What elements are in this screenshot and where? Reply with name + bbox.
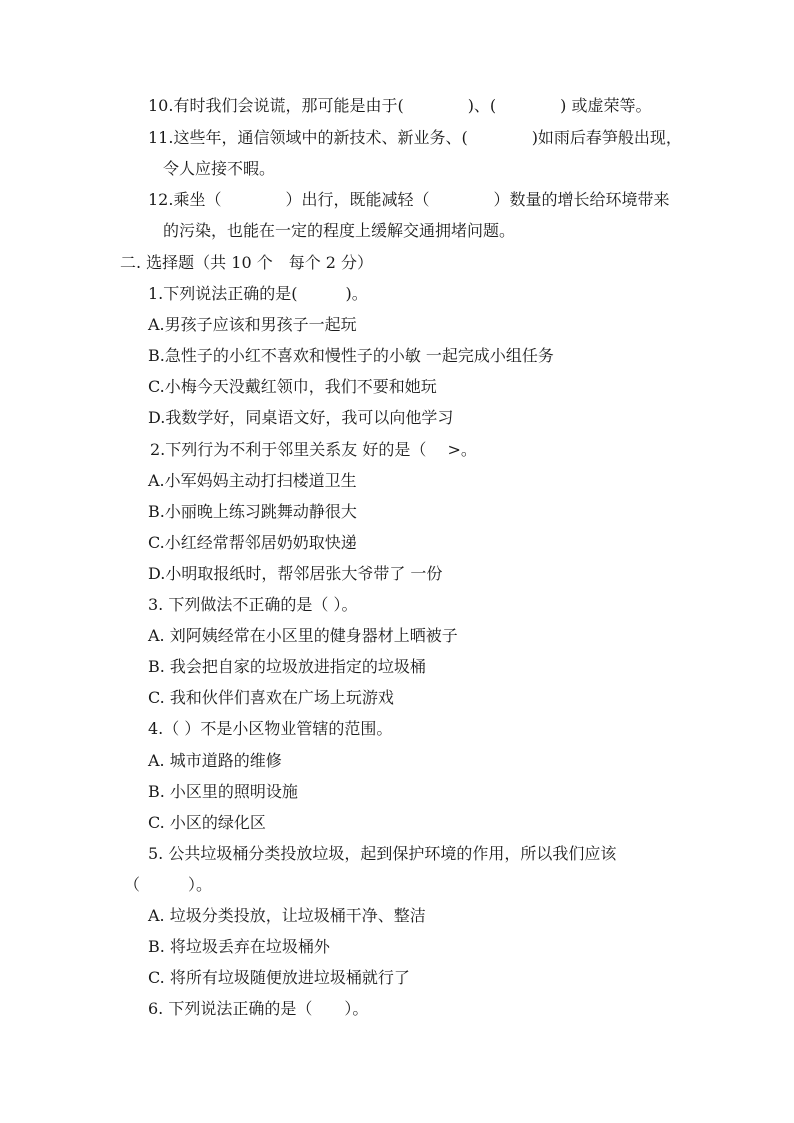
mc-question-2: 2.下列行为不利于邻里关系友 好的是（ >。 <box>150 440 477 459</box>
mc-q4-option-c: C. 小区的绿化区 <box>148 813 266 832</box>
mc-q2-option-d: D.小明取报纸时，帮邻居张大爷带了 一份 <box>148 564 443 583</box>
mc-q2-option-c: C.小红经常帮邻居奶奶取快递 <box>148 533 357 552</box>
mc-q1-option-b: B.急性子的小红不喜欢和慢性子的小敏 一起完成小组任务 <box>148 346 554 365</box>
mc-question-1: 1.下列说法正确的是( )。 <box>148 284 368 303</box>
mc-q3-option-c: C. 我和伙伴们喜欢在广场上玩游戏 <box>148 688 394 707</box>
mc-q1-option-c: C.小梅今天没戴红领巾，我们不要和她玩 <box>148 377 437 396</box>
section-heading: 二. 选择题（共 10 个 每个 2 分） <box>120 253 374 272</box>
question-12-continued: 的污染，也能在一定的程度上缓解交通拥堵问题。 <box>163 221 516 240</box>
mc-q4-option-a: A. 城市道路的维修 <box>148 751 282 770</box>
mc-q5-option-b: B. 将垃圾丢弃在垃圾桶外 <box>148 937 330 956</box>
question-11-continued: 令人应接不暇。 <box>163 159 276 178</box>
mc-question-3: 3. 下列做法不正确的是（ ）。 <box>148 595 358 614</box>
mc-q4-option-b: B. 小区里的照明设施 <box>148 782 298 801</box>
question-10: 10.有时我们会说谎，那可能是由于( )、( ) 或虚荣等。 <box>148 96 652 115</box>
question-11: 11.这些年，通信领域中的新技术、新业务、( )如雨后春笋般出现， <box>148 128 682 147</box>
mc-question-4: 4.（ ）不是小区物业管辖的范围。 <box>148 719 393 738</box>
mc-question-5-continued: （ ）。 <box>124 875 213 894</box>
mc-question-5: 5. 公共垃圾桶分类投放垃圾，起到保护环境的作用，所以我们应该 <box>148 844 617 863</box>
mc-q2-option-a: A.小军妈妈主动打扫楼道卫生 <box>148 471 357 490</box>
mc-q3-option-b: B. 我会把自家的垃圾放进指定的垃圾桶 <box>148 657 426 676</box>
mc-q2-option-b: B.小丽晚上练习跳舞动静很大 <box>148 502 357 521</box>
mc-q5-option-c: C. 将所有垃圾随便放进垃圾桶就行了 <box>148 968 410 987</box>
mc-q1-option-d: D.我数学好，同桌语文好，我可以向他学习 <box>148 408 454 427</box>
mc-q3-option-a: A. 刘阿姨经常在小区里的健身器材上晒被子 <box>148 626 458 645</box>
mc-q5-option-a: A. 垃圾分类投放，让垃圾桶干净、整洁 <box>148 906 426 925</box>
mc-q1-option-a: A.男孩子应该和男孩子一起玩 <box>148 315 357 334</box>
mc-question-6: 6. 下列说法正确的是（ ）。 <box>148 999 369 1018</box>
question-12: 12.乘坐（ ）出行，既能减轻（ ）数量的增长给环境带来 <box>148 190 670 209</box>
